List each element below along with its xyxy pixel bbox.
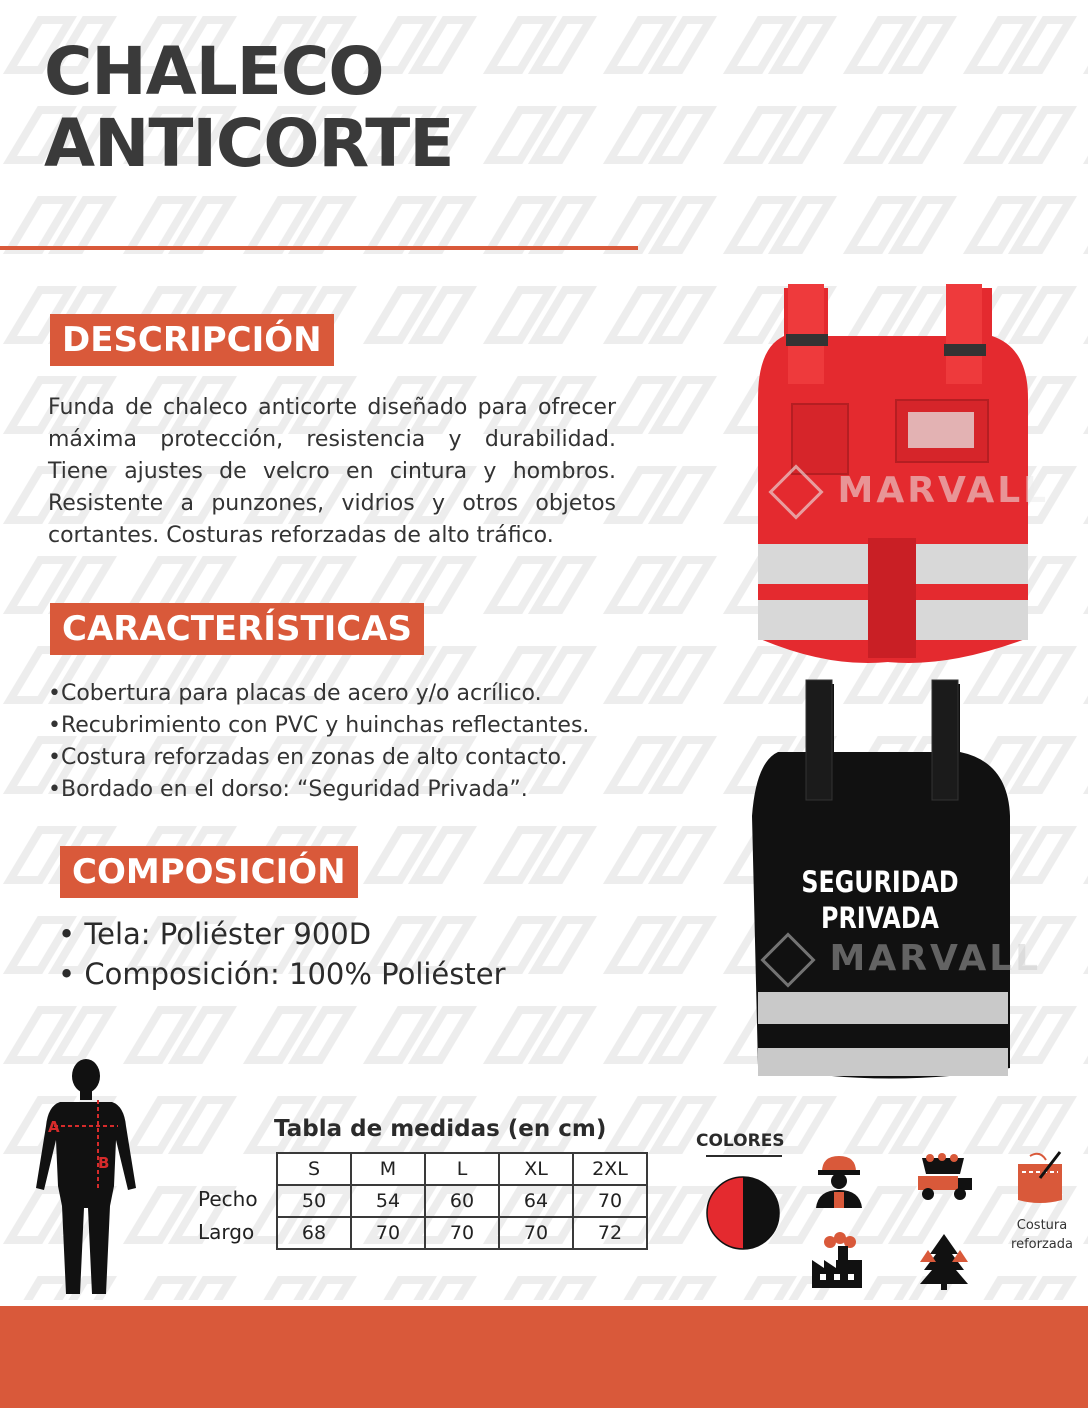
colors-label: COLORES [696, 1131, 785, 1151]
swatch-red [707, 1177, 743, 1249]
size-table [276, 1152, 648, 1250]
reflective-band [758, 992, 1008, 1024]
right-strap [946, 284, 982, 384]
table-cell: 60 [425, 1185, 499, 1217]
table-row [277, 1217, 647, 1249]
description-text: Funda de chaleco anticorte diseñado para ofrecer máxima protección, resistencia y durabilidad. Tiene ajustes de velcro en cintura y hombros. Resistente a punzones, vidrios y otros objetos cortantes. Costuras reforzadas de alto tráfico. [48, 395, 616, 548]
table-cell: 50 [277, 1185, 351, 1217]
embroidery-line-2: PRIVADA [821, 901, 939, 935]
composition-item: • Tela: Poliéster 900D [58, 917, 372, 951]
reflective-band [758, 1048, 1008, 1076]
feature-item: •Cobertura para placas de acero y/o acrílico. [48, 681, 542, 706]
left-strap [806, 680, 832, 800]
marvall-logo-icon [760, 932, 815, 987]
measure-label-a: A [48, 1118, 60, 1136]
buckle [944, 344, 986, 356]
composition-list [58, 914, 506, 994]
reinforced-stitch-icon [1010, 1150, 1070, 1206]
color-swatch [706, 1176, 780, 1250]
watermark-red [770, 466, 1049, 518]
body-measure-figure [34, 1056, 138, 1298]
size-header: XL [499, 1153, 573, 1185]
id-window [908, 412, 974, 448]
truck-icon [914, 1152, 974, 1204]
back-embroidery [782, 864, 979, 936]
table-cell: 64 [499, 1185, 573, 1217]
feature-item: •Costura reforzadas en zonas de alto contacto. [48, 745, 568, 770]
title-line-1: CHALECO [44, 33, 384, 110]
size-table-title: Tabla de medidas (en cm) [274, 1116, 607, 1142]
table-row [277, 1185, 647, 1217]
right-strap [932, 680, 958, 800]
worker-icon [810, 1150, 868, 1208]
measure-label-b: B [98, 1154, 110, 1172]
page-title [44, 33, 454, 182]
title-line-2: ANTICORTE [44, 105, 454, 182]
table-cell: 72 [573, 1217, 647, 1249]
marvall-logo-icon [768, 464, 823, 519]
factory-icon [808, 1232, 866, 1290]
colors-underline [706, 1155, 782, 1157]
features-heading: CARACTERÍSTICAS [50, 603, 424, 655]
title-divider [0, 246, 638, 250]
caption-line-1: Costura [1016, 1218, 1068, 1233]
table-cell: 70 [351, 1217, 425, 1249]
feature-item: •Recubrimiento con PVC y huinchas reflectantes. [48, 713, 590, 738]
table-cell: 54 [351, 1185, 425, 1217]
row-label-largo: Largo [198, 1220, 255, 1244]
table-cell: 70 [573, 1185, 647, 1217]
feature-item: •Bordado en el dorso: “Seguridad Privada”. [48, 777, 528, 802]
size-header: L [425, 1153, 499, 1185]
description-heading: DESCRIPCIÓN [50, 314, 334, 366]
pocket [792, 404, 848, 474]
watermark-black [762, 934, 1041, 986]
features-list [48, 678, 589, 806]
caption-line-2: reforzada [1011, 1237, 1073, 1252]
composition-item: • Composición: 100% Poliéster [58, 957, 506, 991]
watermark-text: MARVALL [837, 470, 1050, 511]
swatch-black [743, 1177, 779, 1249]
footer-band [0, 1306, 1088, 1408]
reinforced-stitch-caption [1000, 1216, 1084, 1254]
size-header: M [351, 1153, 425, 1185]
embroidery-line-1: SEGURIDAD [801, 865, 959, 899]
composition-heading: COMPOSICIÓN [60, 846, 358, 898]
size-header-row [277, 1153, 647, 1185]
buckle [786, 334, 828, 346]
table-cell: 68 [277, 1217, 351, 1249]
center-strap [868, 538, 916, 658]
watermark-text: MARVALL [829, 938, 1042, 979]
size-header: 2XL [573, 1153, 647, 1185]
forest-icon [914, 1232, 974, 1290]
table-cell: 70 [425, 1217, 499, 1249]
size-header: S [277, 1153, 351, 1185]
table-cell: 70 [499, 1217, 573, 1249]
row-label-pecho: Pecho [198, 1187, 258, 1211]
